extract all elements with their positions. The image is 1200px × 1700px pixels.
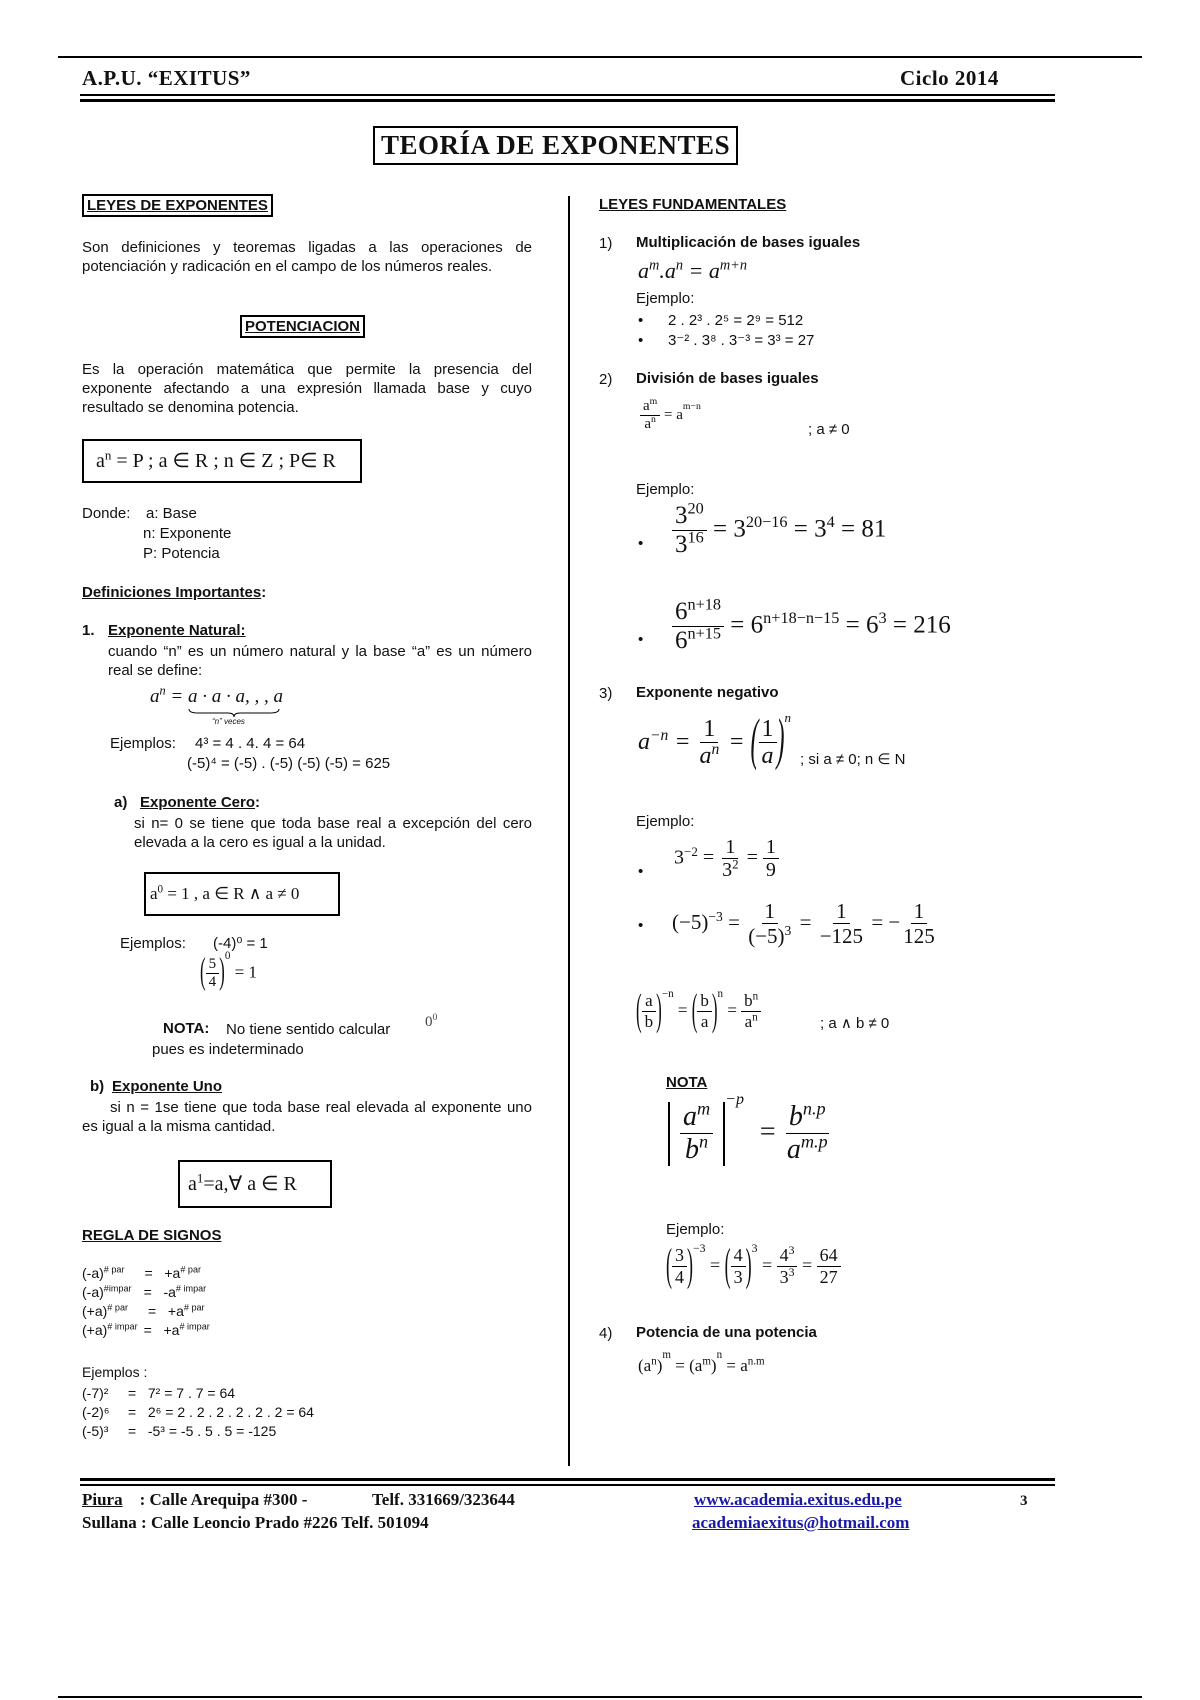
ley-1-example-2: • 3⁻² . 3⁸ . 3⁻³ = 3³ = 27 — [638, 332, 815, 349]
nota-ejemplo-label: Ejemplo: — [666, 1221, 725, 1238]
signos-row: $(+a)^{\# par} = +a^{\# par}$ — [82, 1302, 205, 1319]
ley-1-ejemplo-label: Ejemplo: — [636, 290, 695, 307]
cero-ejemplos-label: Ejemplos: — [120, 935, 186, 952]
ley-4-formula: $(a^n)^m = (a^m)^n = a^{n.m}$ — [638, 1349, 765, 1375]
ley-3-formula: $a^{-n}$ = $\frac{1}{a^n}$ = ( $\frac{1}{a}$ )$^n$ — [638, 710, 792, 773]
signos-row: $(-a)^{\#impar} = -a^{\# impar}$ — [82, 1283, 207, 1300]
footer-rule-2 — [80, 1484, 1055, 1486]
bottom-rule — [58, 1696, 1142, 1698]
ley-1-formula: $a^m.a^n = a^{m+n}$ — [638, 257, 747, 283]
ley-3-condition-2: ; a ∧ b ≠ 0 — [820, 1015, 890, 1032]
intro-text: Son definiciones y teoremas ligadas a las operaciones de potenciación y radicación en el campo de los números reales. — [82, 239, 532, 275]
potencia-formula-box: $a^n = P$ ; a ∈ R ; n ∈ Z ; P∈ R — [82, 439, 362, 483]
ley-3-example-2: $(-5)^{-3}$ = $\frac{1}{(-5)^3}$ = $\frac{1}{-125}$ = − $\frac{1}{125}$ — [672, 899, 935, 949]
ley-3-example-1: $3^{-2}$ = $\frac{1}{3^2}$ = $\frac{1}{9}$ — [674, 836, 779, 882]
ley-4-number: 4) — [599, 1325, 613, 1342]
ley-2-example-1: $\frac{3^{20}}{3^{16}}$ = $3^{20-16} = 3^4 = 81$ — [672, 502, 886, 559]
donde-item-exponente: n: Exponente — [143, 525, 232, 542]
potenciacion-text: Es la operación matemática que permite la presencia del exponente afectando a una expresión llamada base y cuyo resultado se denomina potencia. — [82, 361, 532, 416]
natural-ejemplos-label: Ejemplos: — [110, 735, 176, 752]
ley-1-title: Multiplicación de bases iguales — [636, 234, 861, 251]
ley-1-number: 1) — [599, 235, 613, 252]
header-rule-1 — [80, 94, 1055, 96]
nota-text: No tiene sentido calcular — [226, 1021, 391, 1038]
nota-example: ( $\frac{3}{4}$ )$^{-3}$ = ( $\frac{4}{3}$ )$^3$ = $\frac{4^3}{3^3}$ = $\frac{64}{27}$ — [666, 1246, 841, 1287]
natural-text: cuando “n” es un número natural y la base “a” es un número real se define: — [108, 643, 532, 679]
natural-definition: $a^n = a \cdot a \cdot a$, , , a — [150, 686, 283, 708]
page-title: TEORÍA DE EXPONENTES — [373, 126, 738, 165]
fundamentales-title: LEYES FUNDAMENTALES — [599, 196, 787, 213]
donde-label: Donde: — [82, 505, 131, 522]
signos-ejemplos-label: Ejemplos : — [82, 1364, 148, 1380]
underbrace-label: “n” veces — [212, 717, 245, 726]
natural-title: Exponente Natural: — [108, 622, 246, 639]
nota-formula: $\frac{a^m}{b^n}$ $^{-p}$ = $\frac{b^{n.p}}{a^{m.p}}$ — [668, 1102, 831, 1166]
ley-2-number: 2) — [599, 371, 613, 388]
ley-3-title: Exponente negativo — [636, 684, 779, 701]
bullet-icon: • — [638, 631, 644, 648]
nota-text-2: pues es indeterminado — [152, 1041, 304, 1058]
footer-email-link[interactable]: academiaexitus@hotmail.com — [692, 1513, 910, 1532]
cero-example-1: (-4)⁰ = 1 — [213, 935, 268, 952]
ley-4-title: Potencia de una potencia — [636, 1324, 817, 1341]
donde-item-potencia: P: Potencia — [143, 545, 220, 562]
cero-title: Exponente Cero: — [140, 794, 261, 811]
ley-3-number: 3) — [599, 685, 613, 702]
natural-example-1: 4³ = 4 . 4. 4 = 64 — [195, 735, 306, 752]
uno-text: si n = 1se tiene que toda base real elevada al exponente uno es igual a la misma cantidad. — [82, 1099, 532, 1135]
ley-2-title: División de bases iguales — [636, 370, 819, 387]
ley-2-condition: ; a ≠ 0 — [808, 421, 850, 438]
header-right: Ciclo 2014 — [900, 66, 999, 90]
cero-text: si n= 0 se tiene que toda base real a excepción del cero elevada a la cero es igual a la unidad. — [134, 815, 532, 851]
uno-formula-box: $a^1=a,\forall$ a ∈ R — [178, 1160, 332, 1208]
ley-3-ejemplo-label: Ejemplo: — [636, 813, 695, 830]
footer-piura: Piura : Calle Arequipa #300 - — [82, 1490, 308, 1509]
ley-3-fraction-rule: ( $\frac{a}{b}$ )$^{-n}$ = ( $\frac{b}{a}$ )$^n$ = $\frac{b^n}{a^n}$ — [636, 992, 761, 1031]
footer-rule-1 — [80, 1478, 1055, 1481]
ley-3-condition: ; si a ≠ 0; n ∈ N — [800, 751, 906, 768]
signos-example-row: (-5)³ = -5³ = -5 . 5 . 5 = -125 — [82, 1423, 277, 1439]
natural-example-2: (-5)⁴ = (-5) . (-5) (-5) (-5) = 625 — [187, 755, 391, 772]
header-left: A.P.U. “EXITUS” — [82, 66, 251, 90]
ley-2-example-2: $\frac{6^{n+18}}{6^{n+15}}$ = $6^{n+18-n-15} = 6^3 = 216$ — [672, 598, 951, 655]
footer-web-link[interactable]: www.academia.exitus.edu.pe — [694, 1490, 902, 1509]
natural-number: 1. — [82, 622, 95, 639]
cero-example-2: ( $\frac{5}{4}$ )$^0$ = 1 — [200, 949, 257, 993]
signos-example-row: (-7)² = 7² = 7 . 7 = 64 — [82, 1385, 236, 1401]
page-number: 3 — [1020, 1493, 1028, 1509]
nota-label: NOTA: — [163, 1020, 210, 1037]
header-rule-2 — [80, 99, 1055, 102]
cero-label: a) — [114, 794, 128, 811]
footer-sullana: Sullana : Calle Leoncio Prado #226 Telf. 501094 — [82, 1513, 429, 1532]
donde-item-base: a: Base — [146, 505, 197, 522]
bullet-icon: • — [638, 917, 644, 934]
signos-examples — [82, 1384, 314, 1441]
footer-piura-tel: Telf. 331669/323644 — [372, 1490, 515, 1509]
bullet-icon: • — [638, 535, 644, 552]
leyes-title: LEYES DE EXPONENTES — [82, 197, 273, 214]
nota-zero-power: $0^0$ — [425, 1012, 438, 1030]
signos-example-row: (-2)⁶ = 2⁶ = 2 . 2 . 2 . 2 . 2 . 2 = 64 — [82, 1404, 314, 1420]
signos-title: REGLA DE SIGNOS — [82, 1227, 222, 1244]
bullet-icon: • — [638, 863, 644, 880]
uno-title: Exponente Uno — [112, 1078, 223, 1095]
uno-label: b) — [90, 1078, 105, 1095]
ley-1-example-1: • 2 . 2³ . 2⁵ = 2⁹ = 512 — [638, 312, 804, 329]
definiciones-title: Definiciones Importantes: — [82, 584, 267, 601]
potenciacion-title: POTENCIACION — [240, 318, 365, 335]
signos-table — [82, 1264, 210, 1340]
ley-2-formula: $\frac{a^m}{a^n}$ = $a^{m-n}$ — [640, 398, 701, 433]
top-rule — [58, 56, 1142, 58]
signos-row: $(-a)^{\# par} = +a^{\# par}$ — [82, 1264, 202, 1281]
signos-row: $(+a)^{\# impar} = +a^{\# impar}$ — [82, 1321, 210, 1338]
cero-formula-box: $a^0 = 1$ , a ∈ R ∧ a ≠ 0 — [144, 872, 340, 916]
column-divider — [568, 196, 570, 1466]
nota-title: NOTA — [666, 1074, 708, 1091]
ley-2-ejemplo-label: Ejemplo: — [636, 481, 695, 498]
